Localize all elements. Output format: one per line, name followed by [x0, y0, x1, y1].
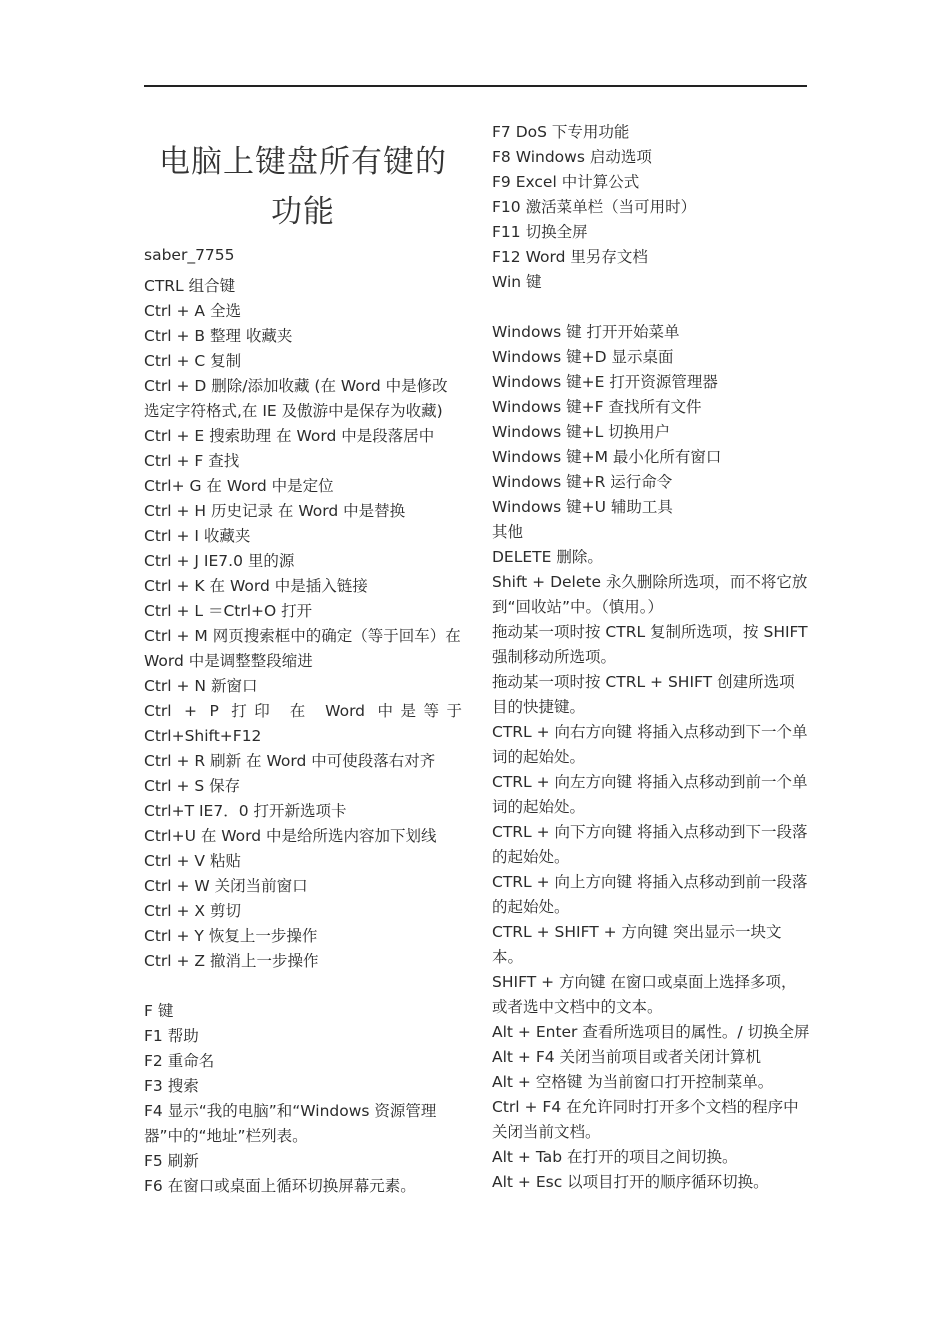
list-item: Alt + F4 关闭当前项目或者关闭计算机	[492, 1048, 762, 1066]
list-item: CTRL + 向下方向键 将插入点移动到下一段落的起始处。	[492, 823, 808, 866]
blank-line	[144, 974, 462, 999]
left-list	[144, 274, 462, 1199]
list-item: Windows 键 打开开始菜单	[492, 323, 680, 341]
list-item: CTRL + 向左方向键 将插入点移动到前一个单词的起始处。	[492, 773, 808, 816]
header-rule	[144, 85, 807, 87]
section-heading: Win 键	[492, 273, 542, 291]
section-heading: F 键	[144, 1002, 174, 1020]
list-item: F4 显示“我的电脑”和“Windows 资源管理器”中的“地址”栏列表。	[144, 1102, 437, 1145]
list-item: F3 搜索	[144, 1077, 199, 1095]
list-item: 拖动某一项时按 CTRL 复制所选项，按 SHIFT 强制移动所选项。	[492, 623, 808, 666]
list-item: Alt + Tab 在打开的项目之间切换。	[492, 1148, 738, 1166]
list-item: Ctrl + N 新窗口	[144, 677, 258, 695]
list-item: Ctrl + D 删除/添加收藏 (在 Word 中是修改选定字符格式,在 IE 及傲游中是保存为收藏)	[144, 377, 448, 420]
list-item: Ctrl + J IE7.0 里的源	[144, 552, 295, 570]
list-item: Ctrl + B 整理 收藏夹	[144, 327, 293, 345]
list-item: Windows 键+U 辅助工具	[492, 498, 673, 516]
list-item: Windows 键+R 运行命令	[492, 473, 673, 491]
list-item: F7 DoS 下专用功能	[492, 123, 630, 141]
author-line: saber_7755	[144, 246, 235, 264]
list-item: Ctrl + I 收藏夹	[144, 527, 251, 545]
list-item: Ctrl + V 粘贴	[144, 852, 241, 870]
list-item: Windows 键+L 切换用户	[492, 423, 671, 441]
list-item: Ctrl + C 复制	[144, 352, 242, 370]
list-item: F5 刷新	[144, 1152, 199, 1170]
list-item: Ctrl + M 网页搜索框中的确定（等于回车）在 Word 中是调整整段缩进	[144, 627, 461, 670]
list-item: Ctrl + X 剪切	[144, 902, 241, 920]
list-item: Ctrl + F 查找	[144, 452, 240, 470]
document-title: 电脑上键盘所有键的功能	[159, 144, 447, 230]
list-item: Ctrl + S 保存	[144, 777, 241, 795]
list-item: Shift + Delete 永久删除所选项，而不将它放到“回收站”中。（慎用。）	[492, 573, 808, 616]
list-item: Ctrl+Shift+F12	[144, 727, 262, 745]
list-item: Windows 键+M 最小化所有窗口	[492, 448, 722, 466]
list-item: Windows 键+E 打开资源管理器	[492, 373, 718, 391]
list-item: CTRL + 向上方向键 将插入点移动到前一段落的起始处。	[492, 873, 808, 916]
list-item: Alt + Enter 查看所选项目的属性。/ 切换全屏	[492, 1023, 810, 1041]
list-item: Ctrl + H 历史记录 在 Word 中是替换	[144, 502, 406, 520]
list-item: Ctrl + E 搜索助理 在 Word 中是段落居中	[144, 427, 435, 445]
left-column	[144, 120, 462, 1199]
right-column	[492, 120, 810, 1195]
list-item: Ctrl+ G 在 Word 中是定位	[144, 477, 334, 495]
list-item: F2 重命名	[144, 1052, 215, 1070]
list-item: Ctrl + Y 恢复上一步操作	[144, 927, 318, 945]
list-item: Ctrl + R 刷新 在 Word 中可使段落右对齐	[144, 752, 436, 770]
section-heading: 其他	[492, 523, 524, 541]
list-item: Ctrl+U 在 Word 中是给所选内容加下划线	[144, 827, 437, 845]
list-item: SHIFT + 方向键 在窗口或桌面上选择多项，或者选中文档中的文本。	[492, 973, 797, 1016]
list-item: Ctrl + K 在 Word 中是插入链接	[144, 577, 368, 595]
list-item: Ctrl + Z 撤消上一步操作	[144, 952, 319, 970]
list-item: Ctrl+T IE7．0 打开新选项卡	[144, 802, 347, 820]
list-item: Ctrl + W 关闭当前窗口	[144, 877, 308, 895]
list-item: F6 在窗口或桌面上循环切换屏幕元素。	[144, 1177, 416, 1195]
list-item: Ctrl + L ＝Ctrl+O 打开	[144, 602, 313, 620]
list-item: Windows 键+D 显示桌面	[492, 348, 674, 366]
list-item: 拖动某一项时按 CTRL + SHIFT 创建所选项目的快捷键。	[492, 673, 795, 716]
list-item: F10 激活菜单栏（当可用时）	[492, 198, 697, 216]
list-item: CTRL 组合键	[144, 277, 236, 295]
list-item: F12 Word 里另存文档	[492, 248, 648, 266]
list-item: Alt + Esc 以项目打开的顺序循环切换。	[492, 1173, 769, 1191]
list-item: Ctrl + P 打印 在 Word 中是等于	[144, 702, 462, 720]
list-item: Alt + 空格键 为当前窗口打开控制菜单。	[492, 1073, 774, 1091]
list-item: Windows 键+F 查找所有文件	[492, 398, 702, 416]
list-item: DELETE 删除。	[492, 548, 603, 566]
list-item: Ctrl + A 全选	[144, 302, 241, 320]
list-item: Ctrl + F4 在允许同时打开多个文档的程序中关闭当前文档。	[492, 1098, 799, 1141]
blank-line	[492, 295, 810, 320]
list-item: CTRL + SHIFT + 方向键 突出显示一块文本。	[492, 923, 782, 966]
list-item: F1 帮助	[144, 1027, 199, 1045]
list-item: F11 切换全屏	[492, 223, 588, 241]
list-item: F9 Excel 中计算公式	[492, 173, 640, 191]
list-item: F8 Windows 启动选项	[492, 148, 652, 166]
list-item: CTRL + 向右方向键 将插入点移动到下一个单词的起始处。	[492, 723, 808, 766]
